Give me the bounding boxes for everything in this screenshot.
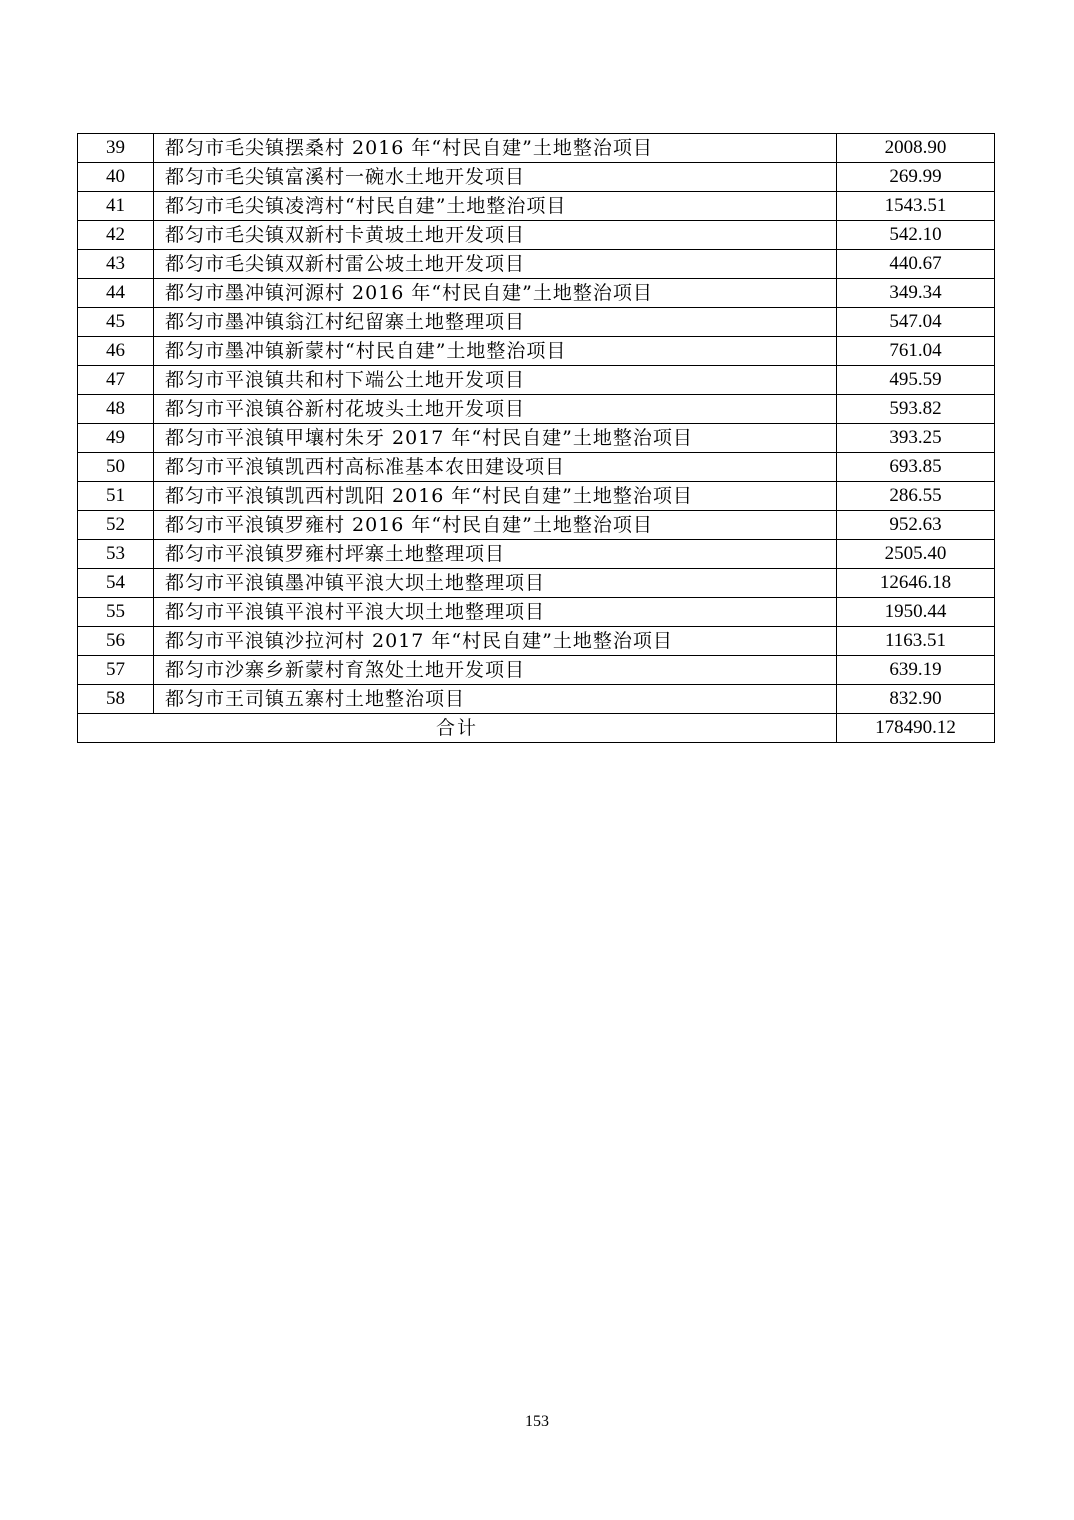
- table-row: [78, 279, 995, 308]
- table-row: [78, 424, 995, 453]
- project-name: 都匀市平浪镇罗雍村坪寨土地整理项目: [154, 540, 837, 569]
- project-name: 都匀市墨冲镇新蒙村“村民自建”土地整治项目: [154, 337, 837, 366]
- project-name: 都匀市平浪镇沙拉河村 2017 年“村民自建”土地整治项目: [154, 627, 837, 656]
- project-amount: 832.90: [837, 685, 995, 714]
- project-name: 都匀市平浪镇凯西村凯阳 2016 年“村民自建”土地整治项目: [154, 482, 837, 511]
- table-row: [78, 627, 995, 656]
- total-amount: 178490.12: [837, 714, 995, 743]
- row-number: 45: [78, 308, 154, 337]
- project-amount: 1543.51: [837, 192, 995, 221]
- project-amount: 639.19: [837, 656, 995, 685]
- project-name: 都匀市毛尖镇凌湾村“村民自建”土地整治项目: [154, 192, 837, 221]
- project-name: 都匀市平浪镇共和村下端公土地开发项目: [154, 366, 837, 395]
- project-table: [77, 133, 995, 743]
- table-row: [78, 366, 995, 395]
- row-number: 50: [78, 453, 154, 482]
- table-row: [78, 308, 995, 337]
- table-row: [78, 192, 995, 221]
- table-row: [78, 656, 995, 685]
- row-number: 58: [78, 685, 154, 714]
- project-amount: 1950.44: [837, 598, 995, 627]
- project-name: 都匀市平浪镇甲壤村朱牙 2017 年“村民自建”土地整治项目: [154, 424, 837, 453]
- row-number: 42: [78, 221, 154, 250]
- row-number: 41: [78, 192, 154, 221]
- project-amount: 547.04: [837, 308, 995, 337]
- row-number: 43: [78, 250, 154, 279]
- table-row: [78, 569, 995, 598]
- row-number: 44: [78, 279, 154, 308]
- table-row: [78, 511, 995, 540]
- table-row: [78, 453, 995, 482]
- project-name: 都匀市墨冲镇河源村 2016 年“村民自建”土地整治项目: [154, 279, 837, 308]
- project-amount: 12646.18: [837, 569, 995, 598]
- row-number: 57: [78, 656, 154, 685]
- row-number: 39: [78, 134, 154, 163]
- row-number: 47: [78, 366, 154, 395]
- project-amount: 2008.90: [837, 134, 995, 163]
- project-name: 都匀市王司镇五寨村土地整治项目: [154, 685, 837, 714]
- table-row: [78, 134, 995, 163]
- project-name: 都匀市平浪镇平浪村平浪大坝土地整理项目: [154, 598, 837, 627]
- project-name: 都匀市平浪镇凯西村高标准基本农田建设项目: [154, 453, 837, 482]
- project-name: 都匀市毛尖镇双新村卡黄坡土地开发项目: [154, 221, 837, 250]
- total-row: [78, 714, 995, 743]
- project-name: 都匀市毛尖镇双新村雷公坡土地开发项目: [154, 250, 837, 279]
- project-amount: 269.99: [837, 163, 995, 192]
- project-name: 都匀市平浪镇墨冲镇平浪大坝土地整理项目: [154, 569, 837, 598]
- project-amount: 2505.40: [837, 540, 995, 569]
- table-row: [78, 337, 995, 366]
- project-amount: 440.67: [837, 250, 995, 279]
- project-amount: 593.82: [837, 395, 995, 424]
- project-name: 都匀市沙寨乡新蒙村育煞处土地开发项目: [154, 656, 837, 685]
- page-number: 153: [525, 1413, 549, 1430]
- row-number: 51: [78, 482, 154, 511]
- project-name: 都匀市墨冲镇翁江村纪留寨土地整理项目: [154, 308, 837, 337]
- row-number: 48: [78, 395, 154, 424]
- project-amount: 542.10: [837, 221, 995, 250]
- table-row: [78, 221, 995, 250]
- table-row: [78, 685, 995, 714]
- row-number: 52: [78, 511, 154, 540]
- project-amount: 286.55: [837, 482, 995, 511]
- row-number: 53: [78, 540, 154, 569]
- table-row: [78, 395, 995, 424]
- row-number: 56: [78, 627, 154, 656]
- project-amount: 495.59: [837, 366, 995, 395]
- row-number: 46: [78, 337, 154, 366]
- project-amount: 693.85: [837, 453, 995, 482]
- row-number: 40: [78, 163, 154, 192]
- row-number: 49: [78, 424, 154, 453]
- project-amount: 952.63: [837, 511, 995, 540]
- project-name: 都匀市毛尖镇摆桑村 2016 年“村民自建”土地整治项目: [154, 134, 837, 163]
- project-amount: 1163.51: [837, 627, 995, 656]
- table-row: [78, 482, 995, 511]
- table-row: [78, 598, 995, 627]
- row-number: 54: [78, 569, 154, 598]
- row-number: 55: [78, 598, 154, 627]
- table-row: [78, 540, 995, 569]
- project-name: 都匀市平浪镇罗雍村 2016 年“村民自建”土地整治项目: [154, 511, 837, 540]
- table-body: [78, 134, 995, 743]
- project-name: 都匀市平浪镇谷新村花坡头土地开发项目: [154, 395, 837, 424]
- project-name: 都匀市毛尖镇富溪村一碗水土地开发项目: [154, 163, 837, 192]
- project-amount: 349.34: [837, 279, 995, 308]
- project-amount: 761.04: [837, 337, 995, 366]
- table-row: [78, 163, 995, 192]
- total-label: 合计: [78, 714, 837, 743]
- project-amount: 393.25: [837, 424, 995, 453]
- table-row: [78, 250, 995, 279]
